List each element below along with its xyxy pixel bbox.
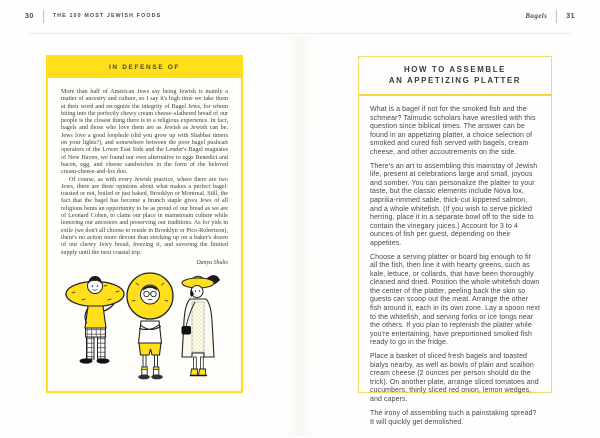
essay-attribution: Danya Shults: [196, 259, 228, 266]
guide-paragraph: Place a basket of sliced fresh bagels and toasted bialys nearby, as well as bowls of plain and scallion cream cheese (2 ounces per person should do the trick). On another plate, arrange sliced tomatoes and cucumbers, thinly sliced red onion, lemon wedges, and capers.: [370, 353, 539, 403]
header-divider: [556, 10, 557, 23]
guide-body: [359, 96, 551, 427]
essay-paragraph: Of course, as with every Jewish practice, where there are two Jews, there are three opinions about what makes a perfect bagel: toasted or not, boiled or just baked, Brooklyn or Montreal. Still, the fact that the bagel has become a brunch staple gives Jews of all religious bents an opportunity to be as proud of our bread as we are of Leonard Cohen, to claim our place in mainstream culture while honoring our ancestors and preserving our traditions. As for yids in exile (we don't all choose to reside in Brooklyn or Pico-Robertson), there's no action more devout than stocking up on a baker's dozen of our chewy Jewy bread, freezing it, and savoring the limited supply until the next coastal trip.: [61, 176, 228, 256]
guide-paragraph: What is a bagel if not for the smoked fish and the schmear? Talmudic scholars have wrestled with this question since biblical times. The answer can be found in an appetizing platter, a choice selection of smoked and cured fish served with bagels, cream cheese, and other accoutrements on the side.: [370, 106, 536, 156]
guide-paragraph: Choose a serving platter or board big enough to fit all the fish, then line it with hearty greens, such as kale, lettuce, or collards, that have been thoroughly cleaned and dried. Position the whole whitefish down the center of the platter, peeling back the skin so guests can scoop out the meat. Arrange the other fish around it, each in its own zone. Lay a spoon next to the whitefish, and serving forks or ice tongs near the others. If you plan to replenish the platter while you're entertaining, have preportioned smoked fish ready to go in the fridge.: [370, 253, 541, 347]
guide-title-line1: HOW TO ASSEMBLE: [403, 65, 507, 74]
guide-title-line2: AN APPETIZING PLATTER: [388, 75, 522, 85]
figure-bagel-halo: [127, 273, 173, 379]
guide-paragraph: There's an art to assembling this mainstay of Jewish life, present at celebrations large and small, joyous and somber. You can personalize the platter to your taste, but the classic elements include Nova lox, paprika-rimmed sable, thick-cut kippered salmon, and a whole whitefish. (If you wish to serve pickled herring, place it in a separate bowl off to the side to contain the vinegary juices.) Account for 3 to 4 ounces of fish per guest, depending on their appetites.: [370, 162, 538, 247]
essay-body: [48, 78, 241, 257]
essay-title-band: [48, 57, 241, 78]
appetizing-platter-box: [358, 56, 552, 426]
essay-title: IN DEFENSE OF: [108, 64, 181, 71]
in-defense-of-box: [46, 55, 243, 393]
page-gutter-shadow: [286, 36, 314, 436]
page-number-right: 31: [566, 12, 575, 20]
essay-paragraph: More than half of American Jews say being Jewish is mainly a matter of ancestry and culture, so I say it's high time we take them at their word and recognize the integrity of Bagel Jews, for whom biting into the perfectly chewy cream cheese–slathered bread of our people is the closest thing there is to a religious experience. In fact, bagels and those who love them are as Jewish as Jewish can be. Jews love a good loophole (did you grow up with Shabbat timers on your lights?), and somewhere between the poor bagel pushcart operators of the Lower East Side and the Lender's Bagel magnates of New Haven, we found our own alternative to eggs Benedict and bacon, egg, and cheese sandwiches in the form of the beloved cream-cheese-and-lox duo.: [61, 89, 228, 176]
bagel-people-illustration: [58, 269, 234, 391]
header-rule: [28, 33, 572, 34]
running-head-right: [525, 9, 575, 23]
guide-paragraph: The irony of assembling such a painstaking spread? It will quickly get demolished.: [370, 410, 537, 426]
page-number-left: 30: [25, 12, 34, 20]
figure-feather-hat: [182, 275, 221, 376]
chapter-title: Bagels: [525, 12, 548, 20]
header-divider: [43, 10, 44, 23]
running-head-left: [25, 9, 161, 23]
book-title: THE 100 MOST JEWISH FOODS: [52, 13, 162, 19]
figure-bagel-collar: [66, 276, 124, 364]
guide-title-box: [359, 57, 551, 96]
